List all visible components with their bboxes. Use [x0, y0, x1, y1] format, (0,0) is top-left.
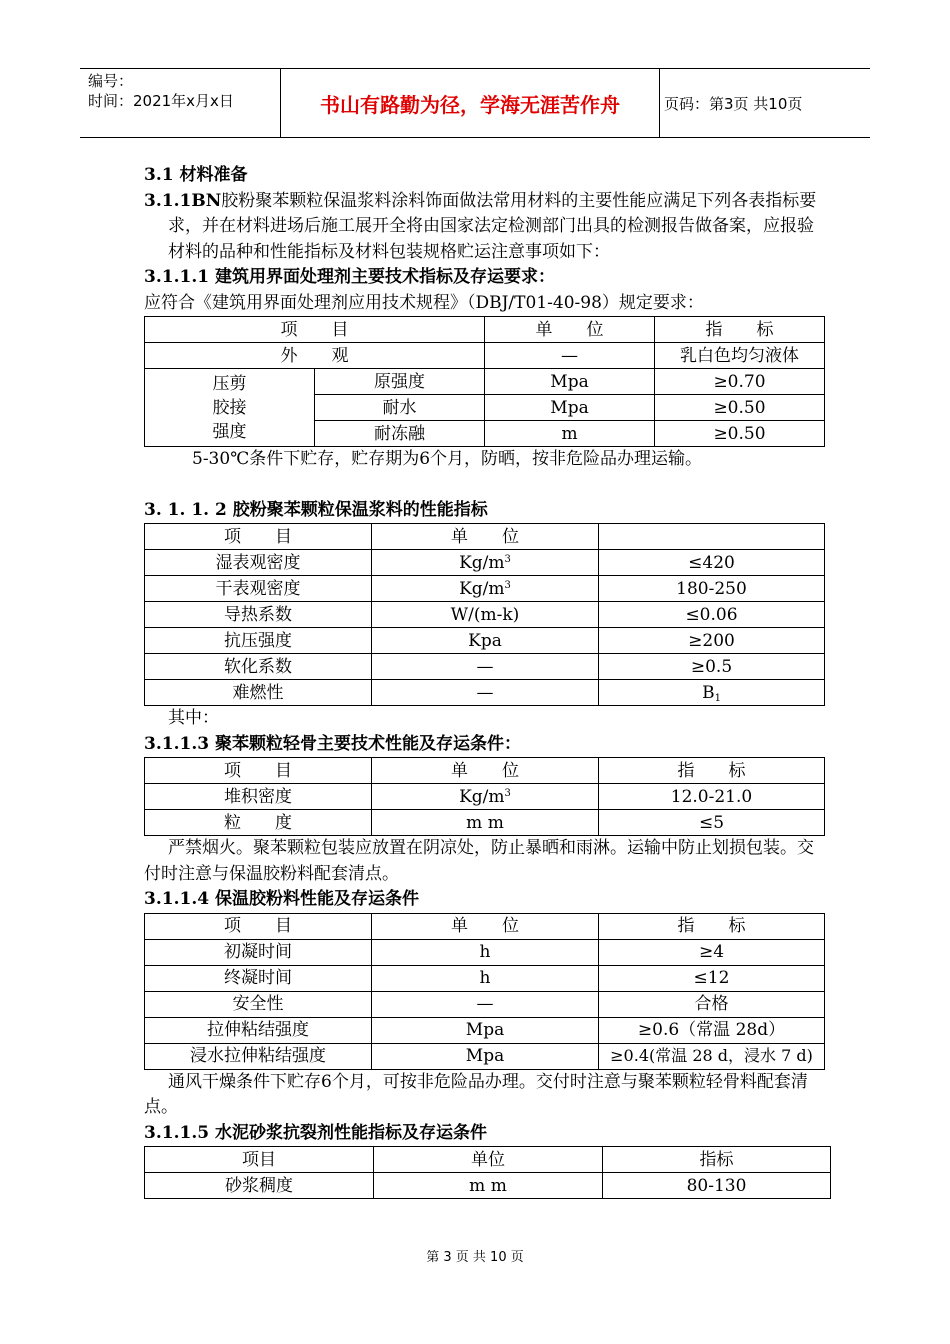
table-header-row: [145, 1147, 831, 1173]
table-cell: m m: [372, 810, 599, 836]
header-cell: [599, 524, 825, 550]
s4-title: 3.1.1.4 保温胶粉料性能及存运条件: [144, 889, 419, 909]
table-header-row: [145, 524, 825, 550]
table-cell: 浸水拉伸粘结强度: [145, 1043, 372, 1069]
header-page-info: 页码：第3页 共10页: [664, 94, 803, 113]
table-cell: ≤420: [599, 550, 825, 576]
header-cell: 单 位: [372, 524, 599, 550]
header-cell: 项 目: [145, 913, 372, 939]
table-cell: 砂浆稠度: [145, 1173, 374, 1199]
page-footer: 第 3 页 共 10 页: [426, 1250, 524, 1265]
unit-exponent: 3: [504, 787, 511, 799]
table-cell: h: [372, 939, 599, 965]
header-cell: 项 目: [145, 317, 485, 343]
table-cell: ≥0.4(常温 28 d，浸水 7 d): [599, 1043, 825, 1069]
table-cell: 安全性: [145, 991, 372, 1017]
table-row: [145, 991, 825, 1017]
table-cell: h: [372, 965, 599, 991]
table-cell: 干表观密度: [145, 576, 372, 602]
s2-after: 其中：: [168, 708, 219, 728]
table-row: [145, 939, 825, 965]
table-cell: —: [372, 680, 599, 706]
s5-table: [144, 1146, 831, 1199]
table-cell: ≥200: [599, 628, 825, 654]
intro-paragraph: [144, 189, 829, 266]
header-cell: 指 标: [655, 317, 825, 343]
header-motto: 书山有路勤为径，学海无涯苦作舟: [280, 69, 660, 137]
table-cell: 外 观: [145, 343, 485, 369]
table-cell: 堆积密度: [145, 784, 372, 810]
s2-title: 3. 1. 1. 2 胶粉聚苯颗粒保温浆料的性能指标: [144, 499, 488, 520]
table-header-row: [145, 758, 825, 784]
s1-note: 应符合《建筑用界面处理剂应用技术规程》（DBJ/T01-40-98）规定要求：: [144, 292, 704, 313]
table-cell: —: [485, 343, 655, 369]
header-meta: [88, 71, 284, 111]
unit-exponent: 3: [504, 579, 511, 591]
table-cell: ≤0.06: [599, 602, 825, 628]
header-cell: 单 位: [372, 913, 599, 939]
table-cell: ≥0.5: [599, 654, 825, 680]
table-cell: ≥0.50: [655, 395, 825, 421]
group-label-line: 胶接: [212, 397, 247, 418]
table-cell: ≥4: [599, 939, 825, 965]
table-cell: m: [485, 421, 655, 447]
table-header-row: [145, 913, 825, 939]
table-row: [145, 965, 825, 991]
table-cell: ≥0.50: [655, 421, 825, 447]
intro-prefix: 3.1.1BN: [144, 190, 222, 211]
table-row: [145, 602, 825, 628]
table-cell: [599, 680, 825, 706]
table-cell: 初凝时间: [145, 939, 372, 965]
table-cell: W/(m-k): [372, 602, 599, 628]
table-cell: 合格: [599, 991, 825, 1017]
table-cell: [372, 784, 599, 810]
table-row: [145, 576, 825, 602]
table-cell: 湿表观密度: [145, 550, 372, 576]
table-row: [145, 550, 825, 576]
table-cell: —: [372, 654, 599, 680]
s4-footnote: 通风干燥条件下贮存6个月，可按非危险品办理。交付时注意与聚苯颗粒轻骨料配套清点。: [144, 1071, 808, 1117]
table-cell: 终凝时间: [145, 965, 372, 991]
header-cell: 单位: [374, 1147, 603, 1173]
s1-footnote: 5-30℃条件下贮存，贮存期为6个月，防晒，按非危险品办理运输。: [192, 449, 703, 469]
table-cell: Kpa: [372, 628, 599, 654]
table-cell: m m: [374, 1173, 603, 1199]
header-cell: 单 位: [372, 758, 599, 784]
header-cell: 指标: [603, 1147, 831, 1173]
grade-subscript: 1: [714, 692, 721, 704]
table-cell: 抗压强度: [145, 628, 372, 654]
table-row: [145, 369, 825, 395]
table-row: [145, 810, 825, 836]
s1-table: [144, 316, 825, 447]
table-cell: 80-130: [603, 1173, 831, 1199]
table-cell: Mpa: [372, 1017, 599, 1043]
table-row: [145, 628, 825, 654]
header-cell: 项 目: [145, 524, 372, 550]
table-cell: 粒 度: [145, 810, 372, 836]
table-cell: Mpa: [372, 1043, 599, 1069]
unit-text: Kg/m: [459, 786, 505, 807]
table-row: [145, 654, 825, 680]
table-row: [145, 784, 825, 810]
section-title: 3.1 材料准备: [144, 165, 248, 185]
number-label: 编号：: [88, 72, 134, 90]
group-label-line: 压剪: [212, 373, 247, 394]
table-cell: 原强度: [315, 369, 485, 395]
grade-text: B: [702, 682, 715, 703]
table-cell: 软化系数: [145, 654, 372, 680]
header-cell: 单 位: [485, 317, 655, 343]
header-cell: 项 目: [145, 758, 372, 784]
table-cell: [372, 576, 599, 602]
s3-footnote: 严禁烟火。聚苯颗粒包装应放置在阴凉处，防止暴晒和雨淋。运输中防止划损包装。交付时注意与保温胶粉料配套清点。: [144, 838, 814, 884]
intro-text: 胶粉聚苯颗粒保温浆料涂料饰面做法常用材料的主要性能应满足下列各表指标要求，并在材料进场后施工展开全将由国家法定检测部门出具的检测报告做备案，应报验材料的品种和性能指标及材料包装规格贮运注意事项如下：: [168, 190, 817, 262]
table-cell: ≥0.6（常温 28d）: [599, 1017, 825, 1043]
group-label-line: 强度: [212, 421, 247, 442]
s3-table: [144, 757, 825, 836]
table-row: [145, 343, 825, 369]
table-cell: ≤5: [599, 810, 825, 836]
table-cell: ≤12: [599, 965, 825, 991]
time-label: 时间：2021年x月x日: [88, 92, 234, 110]
table-cell: —: [372, 991, 599, 1017]
table-cell: [372, 550, 599, 576]
table-cell: 拉伸粘结强度: [145, 1017, 372, 1043]
table-cell: 耐水: [315, 395, 485, 421]
table-cell: 导热系数: [145, 602, 372, 628]
table-row: [145, 1043, 825, 1069]
s4-table: [144, 913, 825, 1070]
s5-title: 3.1.1.5 水泥砂浆抗裂剂性能指标及存运条件: [144, 1122, 487, 1143]
header-cell: 指 标: [599, 913, 825, 939]
table-cell: 难燃性: [145, 680, 372, 706]
table-cell: ≥0.70: [655, 369, 825, 395]
s3-title: 3.1.1.3 聚苯颗粒轻骨主要技术性能及存运条件：: [144, 733, 521, 754]
s2-table: [144, 523, 825, 706]
unit-text: Kg/m: [459, 552, 505, 573]
table-row: [145, 1017, 825, 1043]
page-header: [80, 68, 870, 138]
table-header-row: [145, 317, 825, 343]
table-cell: 12.0-21.0: [599, 784, 825, 810]
header-cell: 指 标: [599, 758, 825, 784]
table-cell: 乳白色均匀液体: [655, 343, 825, 369]
unit-text: Kg/m: [459, 578, 505, 599]
table-row: [145, 1173, 831, 1199]
group-cell: [145, 369, 315, 447]
s1-title: 3.1.1.1 建筑用界面处理剂主要技术指标及存运要求：: [144, 267, 555, 287]
document-body: [144, 163, 829, 1199]
table-cell: 180-250: [599, 576, 825, 602]
table-cell: Mpa: [485, 395, 655, 421]
header-cell: 项目: [145, 1147, 374, 1173]
table-cell: 耐冻融: [315, 421, 485, 447]
table-cell: Mpa: [485, 369, 655, 395]
unit-exponent: 3: [504, 553, 511, 565]
table-row: [145, 680, 825, 706]
